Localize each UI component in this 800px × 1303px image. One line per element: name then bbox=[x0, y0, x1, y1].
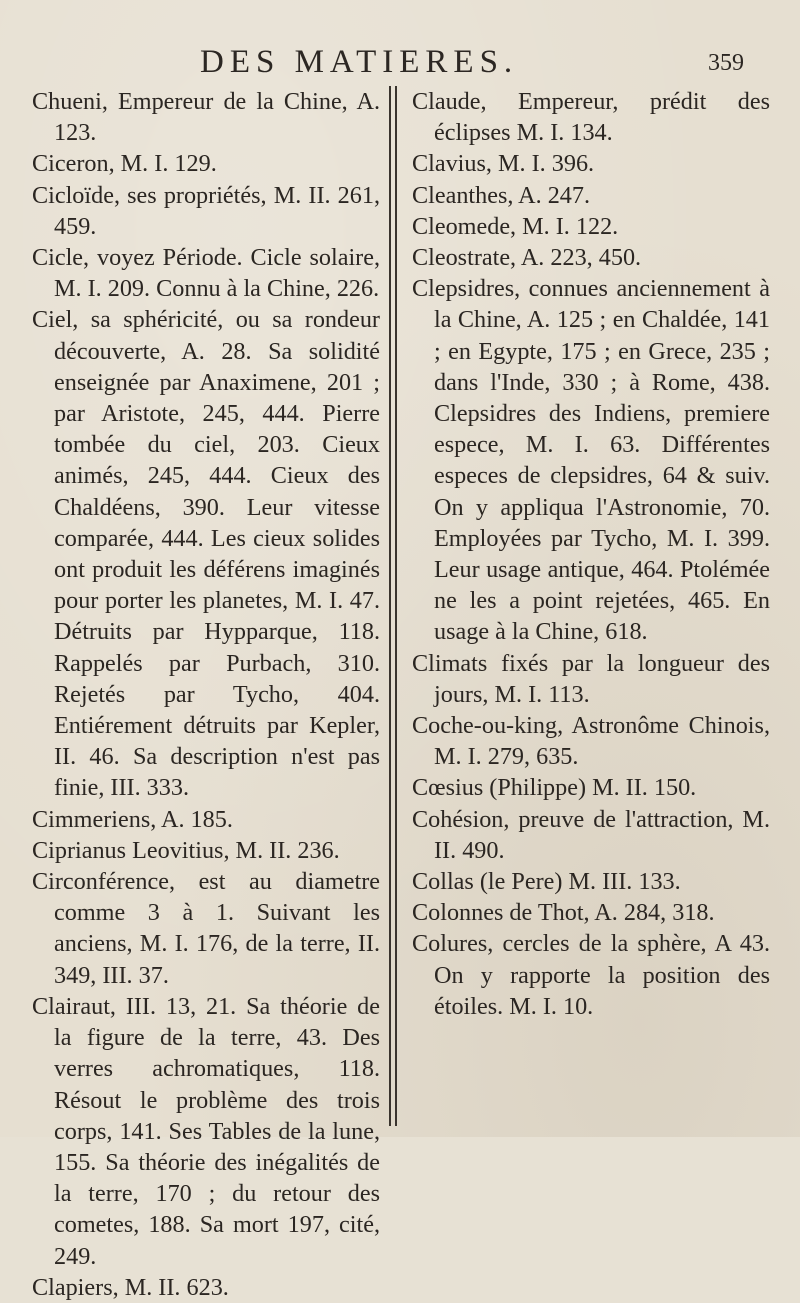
index-entry: Collas (le Pere) M. III. 133. bbox=[412, 868, 681, 896]
index-entry: Clepsidres, connues anciennement à la Chine, A. 125 ; en Chaldée, 141 ; en Egypte, 175 ; en Grece, 235 ; dans l'Inde, 330 ; à Rome, 438. Clepsidres des Indiens, premiere espece, M. I. 63. Différentes especes de clepsidres, 64 & suiv. On y appliqua l'Astronomie, 70. Employées par Tycho, M. I. 399. Leur usage antique, 464. Ptolémée ne les a point rejetées, 465. En usage à la Chine, 618. bbox=[412, 275, 770, 646]
index-entry: Clapiers, M. II. 623. bbox=[32, 1273, 229, 1301]
index-entry: Cimmeriens, A. 185. bbox=[32, 805, 233, 833]
index-entry: Chueni, Empereur de la Chine, A. 123. bbox=[32, 88, 380, 147]
index-entry: Claude, Empereur, prédit des éclipses M. I. 134. bbox=[412, 88, 770, 147]
index-entry: Cicloïde, ses propriétés, M. II. 261, 459. bbox=[32, 181, 380, 240]
index-entry: Ciel, sa sphéricité, ou sa rondeur découverte, A. 28. Sa solidité enseignée par Anaximene, 201 ; par Aristote, 245, 444. Pierre tombée du ciel, 203. Cieux animés, 245, 444. Cieux des Chaldéens, 390. Leur vitesse comparée, 444. Les cieux solides ont produit les déférens imaginés pour porter les planetes, M. I. 47. Détruits par Hypparque, 118. Rappelés par Purbach, 310. Rejetés par Tycho, 404. Entiérement détruits par Kepler, II. 46. Sa description n'est pas finie, III. 333. bbox=[32, 306, 380, 802]
index-entry: Cicle, voyez Période. Cicle solaire, M. I. 209. Connu à la Chine, 226. bbox=[32, 244, 380, 303]
index-entry: Circonférence, est au diametre comme 3 à 1. Suivant les anciens, M. I. 176, de la terre, II. 349, III. 37. bbox=[32, 868, 380, 989]
column-divider bbox=[395, 86, 397, 1126]
page-header bbox=[0, 44, 800, 88]
index-entry: Clavius, M. I. 396. bbox=[412, 150, 595, 178]
index-column-right bbox=[412, 86, 770, 1022]
index-entry: Colonnes de Thot, A. 284, 318. bbox=[412, 899, 715, 927]
index-entry: Cleostrate, A. 223, 450. bbox=[412, 244, 642, 272]
index-entry: Cohésion, preuve de l'attraction, M. II. 490. bbox=[412, 805, 770, 864]
index-entry: Cleomede, M. I. 122. bbox=[412, 212, 619, 240]
index-column-left bbox=[32, 86, 380, 1303]
index-entry: Clairaut, III. 13, 21. Sa théorie de la figure de la terre, 43. Des verres achromatiques, 118. Résout le problème des trois corps, 141. Ses Tables de la lune, 155. Sa théorie des inégalités de la terre, 170 ; du retour des cometes, 188. Sa mort 197, cité, 249. bbox=[32, 992, 380, 1270]
index-entry: Colures, cercles de la sphère, A 43. On y rapporte la position des étoiles. M. I. 10. bbox=[412, 930, 770, 1020]
index-entry: Coche-ou-king, Astronôme Chinois, M. I. 279, 635. bbox=[412, 712, 770, 771]
index-entry: Cœsius (Philippe) M. II. 150. bbox=[412, 774, 697, 802]
index-entry: Cleanthes, A. 247. bbox=[412, 181, 591, 209]
running-head: DES MATIERES. bbox=[200, 44, 519, 80]
page-number: 359 bbox=[708, 50, 744, 76]
column-divider bbox=[389, 86, 391, 1126]
index-entry: Climats fixés par la longueur des jours, M. I. 113. bbox=[412, 649, 770, 708]
index-entry: Ciceron, M. I. 129. bbox=[32, 150, 217, 178]
index-entry: Ciprianus Leovitius, M. II. 236. bbox=[32, 836, 340, 864]
